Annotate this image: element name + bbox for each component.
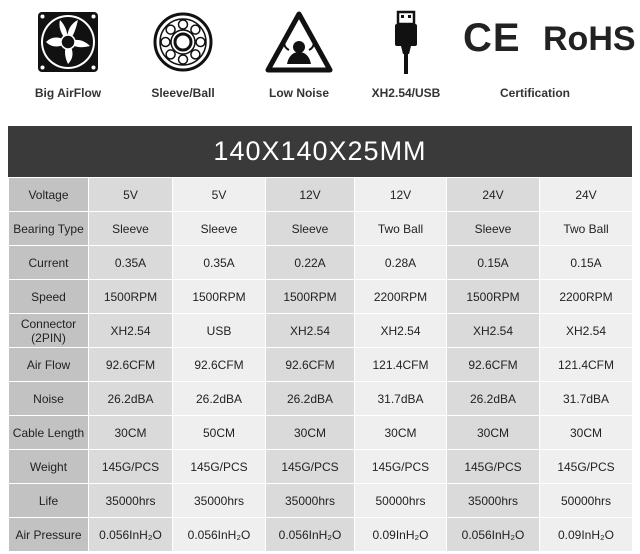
table-cell: 2200RPM — [355, 280, 447, 314]
table-cell: 1500RPM — [266, 280, 355, 314]
table-cell: 145G/PCS — [173, 450, 266, 484]
table-cell: 1500RPM — [89, 280, 173, 314]
fan-icon — [36, 10, 100, 74]
table-cell: Sleeve — [447, 212, 540, 246]
feature-label: Certification — [499, 86, 570, 100]
table-cell: 145G/PCS — [447, 450, 540, 484]
spec-table — [8, 177, 633, 552]
table-cell: 0.056InH₂O — [173, 518, 266, 552]
table-cell: 1500RPM — [173, 280, 266, 314]
table-cell: 31.7dBA — [355, 382, 447, 416]
table-cell: 0.09InH₂O — [355, 518, 447, 552]
table-cell: XH2.54 — [540, 314, 633, 348]
table-cell: XH2.54 — [355, 314, 447, 348]
feature-label: Sleeve/Ball — [151, 86, 215, 100]
table-cell: XH2.54 — [266, 314, 355, 348]
bearing-icon — [153, 10, 213, 74]
table-cell: 26.2dBA — [266, 382, 355, 416]
table-cell: 26.2dBA — [173, 382, 266, 416]
table-cell: 0.056InH₂O — [89, 518, 173, 552]
ce-mark: CE — [463, 16, 521, 60]
table-cell: 0.09InH₂O — [540, 518, 633, 552]
table-row — [9, 178, 633, 212]
table-cell: 145G/PCS — [540, 450, 633, 484]
table-row — [9, 450, 633, 484]
feature-label: XH2.54/USB — [371, 86, 441, 100]
table-cell: 50CM — [173, 416, 266, 450]
table-cell: 26.2dBA — [89, 382, 173, 416]
table-cell: 24V — [447, 178, 540, 212]
table-cell: 35000hrs — [266, 484, 355, 518]
row-header: Voltage — [9, 178, 89, 212]
table-cell: 92.6CFM — [447, 348, 540, 382]
table-row — [9, 484, 633, 518]
table-row — [9, 382, 633, 416]
table-cell: 145G/PCS — [89, 450, 173, 484]
table-cell: 92.6CFM — [89, 348, 173, 382]
table-cell: 0.22A — [266, 246, 355, 280]
table-cell: 145G/PCS — [355, 450, 447, 484]
row-header: Bearing Type — [9, 212, 89, 246]
table-cell: USB — [173, 314, 266, 348]
row-header: Life — [9, 484, 89, 518]
table-cell: 26.2dBA — [447, 382, 540, 416]
table-cell: 50000hrs — [355, 484, 447, 518]
row-header: Weight — [9, 450, 89, 484]
table-cell: Sleeve — [89, 212, 173, 246]
row-header: Noise — [9, 382, 89, 416]
table-cell: 92.6CFM — [266, 348, 355, 382]
table-cell: XH2.54 — [447, 314, 540, 348]
table-cell: XH2.54 — [89, 314, 173, 348]
table-cell: 0.35A — [173, 246, 266, 280]
table-cell: 35000hrs — [173, 484, 266, 518]
table-cell: 30CM — [355, 416, 447, 450]
row-header: Speed — [9, 280, 89, 314]
table-cell: 92.6CFM — [173, 348, 266, 382]
warning-triangle-icon — [265, 10, 333, 74]
table-cell: 121.4CFM — [355, 348, 447, 382]
table-cell: 24V — [540, 178, 633, 212]
table-cell: 0.056InH₂O — [266, 518, 355, 552]
table-row — [9, 348, 633, 382]
table-cell: 30CM — [266, 416, 355, 450]
table-cell: 12V — [266, 178, 355, 212]
table-row — [9, 212, 633, 246]
row-header: Cable Length — [9, 416, 89, 450]
table-cell: 31.7dBA — [540, 382, 633, 416]
size-banner: 140X140X25MM — [8, 126, 632, 177]
row-header: Air Pressure — [9, 518, 89, 552]
table-cell: Sleeve — [173, 212, 266, 246]
table-cell: 35000hrs — [447, 484, 540, 518]
table-cell: 145G/PCS — [266, 450, 355, 484]
table-cell: 30CM — [540, 416, 633, 450]
table-cell: 5V — [89, 178, 173, 212]
table-cell: 2200RPM — [540, 280, 633, 314]
table-cell: 5V — [173, 178, 266, 212]
table-cell: 0.15A — [540, 246, 633, 280]
table-row — [9, 246, 633, 280]
row-header: Connector (2PIN) — [9, 314, 89, 348]
table-row — [9, 518, 633, 552]
feature-label: Big AirFlow — [34, 86, 102, 100]
table-cell: Two Ball — [355, 212, 447, 246]
table-cell: 30CM — [447, 416, 540, 450]
usb-plug-icon — [392, 10, 420, 76]
table-cell: 1500RPM — [447, 280, 540, 314]
row-header: Current — [9, 246, 89, 280]
table-cell: 0.056InH₂O — [447, 518, 540, 552]
table-cell: 0.28A — [355, 246, 447, 280]
feature-label: Low Noise — [268, 86, 329, 100]
table-cell: Sleeve — [266, 212, 355, 246]
table-cell: Two Ball — [540, 212, 633, 246]
table-cell: 0.15A — [447, 246, 540, 280]
table-cell: 35000hrs — [89, 484, 173, 518]
table-row — [9, 416, 633, 450]
table-cell: 12V — [355, 178, 447, 212]
table-cell: 121.4CFM — [540, 348, 633, 382]
row-header: Air Flow — [9, 348, 89, 382]
table-cell: 0.35A — [89, 246, 173, 280]
table-row — [9, 314, 633, 348]
table-cell: 50000hrs — [540, 484, 633, 518]
table-cell: 30CM — [89, 416, 173, 450]
table-row — [9, 280, 633, 314]
rohs-mark: RoHS — [543, 20, 636, 58]
